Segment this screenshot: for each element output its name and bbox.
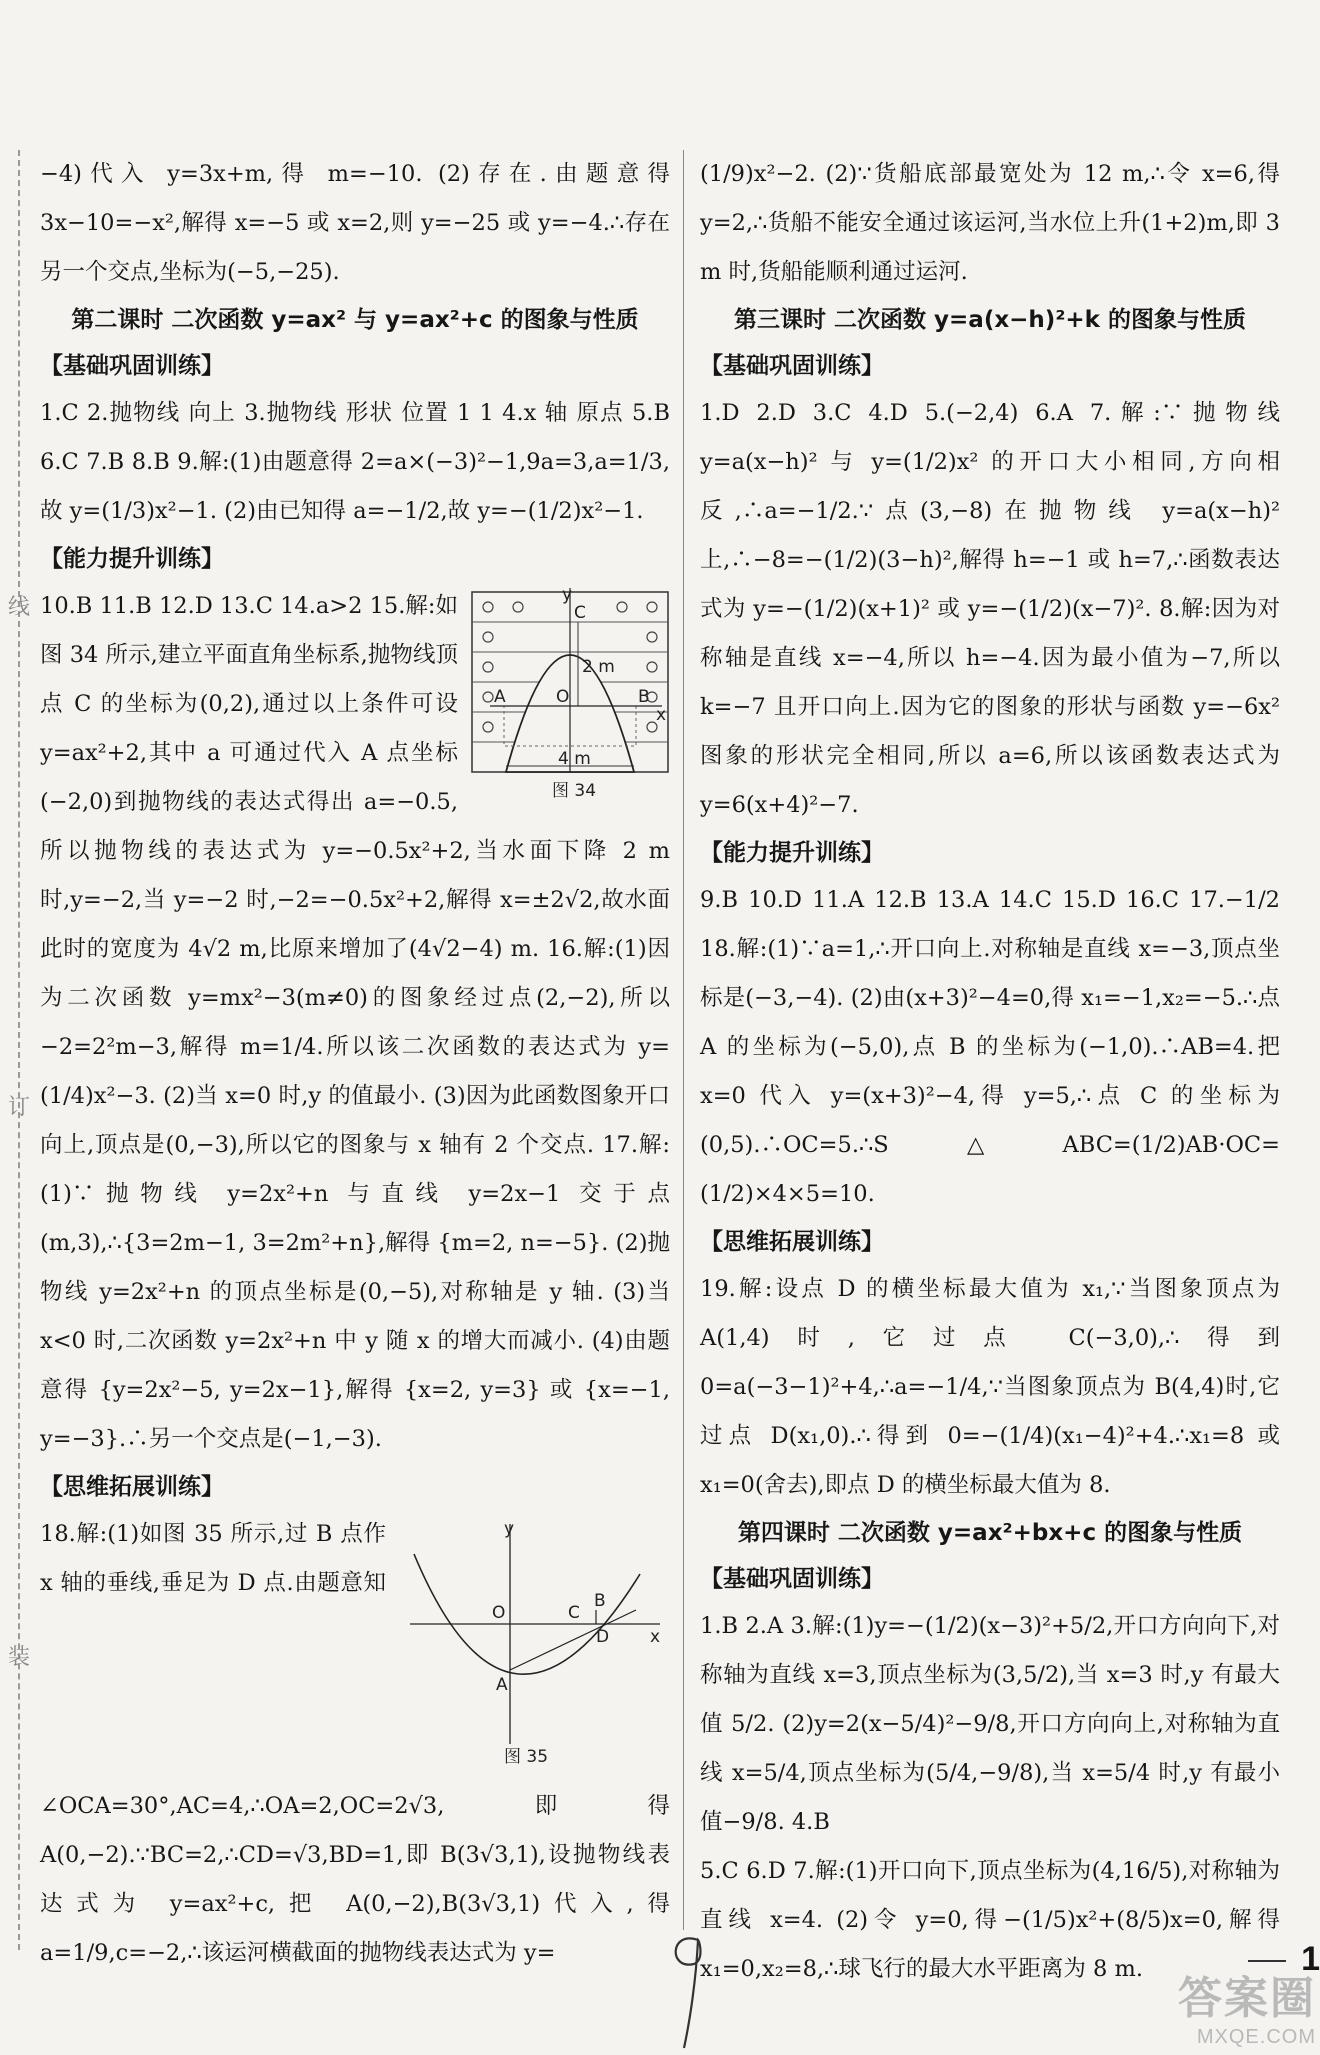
lesson-4-title: 第四课时 二次函数 y=ax²+bx+c 的图象与性质 (737, 1520, 1243, 1546)
right-column (700, 150, 1280, 1994)
fig34-label-o: O (556, 687, 570, 707)
fig34-label-2m: 2 m (582, 657, 615, 677)
lesson-2-title: 第二课时 二次函数 y=ax² 与 y=ax²+c 的图象与性质 (71, 307, 639, 333)
fig34-label-4m: 4 m (558, 749, 591, 769)
fig35-label-x: x (650, 1627, 661, 1647)
left-column (40, 150, 670, 1978)
right-paragraph-5: 1.B 2.A 3.解:(1)y=−(1/2)(x−3)²+5/2,开口方向向下,对称轴为直线 x=3,顶点坐标为(3,5/2),当 x=3 时,y 有最大值 5/2. (2)y=2(x−5/4)²−9/8,开口方向向上,对称轴为直线 x=5/4,顶点坐标为(5/4,−9/8),当 x=5/4 时,y 有最小值−9/8. 4.B (700, 1613, 1280, 1835)
figure-35-drawing (400, 1514, 670, 1774)
left-paragraph-3: 10.B 11.B 12.D 13.C 14.a>2 15.解:如图 34 所示,建立平面直角坐标系,抛物线顶点 C 的坐标为(0,2),通过以上条件可设 y=ax²+2,其中 a 可通过代入 A 点坐标(−2,0)到抛物线的表达式得出 a=−0.5,所以抛物线的表达式为 y=−0.5x²+2,当水面下降 2 m 时,y=−2,当 y=−2 时,−2=−0.5x²+2,解得 x=±2√2,故水面此时的宽度为 4√2 m,比原来增加了(4√2−4) m. 16.解:(1)因为二次函数 y=mx²−3(m≠0)的图象经过点(2,−2),所以−2=2²m−3,解得 m=1/4.所以该二次函数的表达式为 y=(1/4)x²−3. (2)当 x=0 时,y 的值最小. (3)因为此函数图象开口向上,顶点是(0,−3),所以它的图象与 x 轴有 2 个交点. 17.解:(1)∵抛物线 y=2x²+n 与直线 y=2x−1 交于点(m,3),∴{3=2m−1, 3=2m²+n},解得 {m=2, n=−5}. (2)抛物线 y=2x²+n 的顶点坐标是(0,−5),对称轴是 y 轴. (3)当 x<0 时,二次函数 y=2x²+n 中 y 随 x 的增大而减小. (4)由题意得 {y=2x²−5, y=2x−1},解得 {x=2, y=3} 或 {x=−1, y=−3}.∴另一个交点是(−1,−3). (40, 593, 670, 1452)
figure-34-drawing (470, 588, 670, 803)
fig35-label-y: y (504, 1519, 515, 1539)
margin-mark-3: 装 (8, 1645, 31, 1670)
left-paragraph-1: −4)代入 y=3x+m,得 m=−10. (2)存在.由题意得 3x−10=−x²,解得 x=−5 或 x=2,则 y=−25 或 y=−4.∴存在另一个交点,坐标为(−5,−25). (40, 161, 670, 285)
margin-mark-2: 订 (8, 1095, 31, 1120)
fig35-label-b: B (594, 1591, 606, 1611)
right-paragraph-1: (1/9)x²−2. (2)∵货船底部最宽处为 12 m,∴令 x=6,得 y=2,∴货船不能安全通过该运河,当水位上升(1+2)m,即 3 m 时,货船能顺利通过运河. (700, 161, 1280, 285)
column-divider (683, 150, 684, 1930)
right-paragraph-2: 1.D 2.D 3.C 4.D 5.(−2,4) 6.A 7.解:∵抛物线 y=a(x−h)² 与 y=(1/2)x² 的开口大小相同,方向相反,∴a=−1/2.∵点(3,−8)在抛物线 y=a(x−h)² 上,∴−8=−(1/2)(3−h)²,解得 h=−1 或 h=7,∴函数表达式为 y=−(1/2)(x+1)² 或 y=−(1/2)(x−7)². 8.解:因为对称轴是直线 x=−4,所以 h=−4.因为最小值为−7,所以 k=−7 且开口向上.因为它的图象的形状与函数 y=−6x² 图象的形状完全相同,所以 a=6,所以该函数表达式为 y=6(x+4)²−7. (700, 400, 1280, 818)
figure-35 (400, 1514, 670, 1778)
figure-34 (470, 588, 670, 807)
watermark (1178, 1962, 1316, 2049)
margin-mark-1: 线 (8, 595, 31, 620)
binding-dash-line (18, 150, 20, 1950)
fig35-caption: 图 35 (504, 1747, 549, 1767)
handwritten-scribble (660, 1930, 720, 2050)
ability-training-heading-2: 【能力提升训练】 (700, 840, 884, 866)
right-paragraph-6: 5.C 6.D 7.解:(1)开口向下,顶点坐标为(4,16/5),对称轴为直线 x=4. (2)令 y=0,得−(1/5)x²+(8/5)x=0,解得 x₁=0,x₂=8,∴球飞行的最大水平距离为 8 m. (700, 1858, 1280, 1982)
ability-training-heading: 【能力提升训练】 (40, 546, 224, 572)
lesson-3-title: 第三课时 二次函数 y=a(x−h)²+k 的图象与性质 (734, 307, 1246, 333)
right-paragraph-3: 9.B 10.D 11.A 12.B 13.A 14.C 15.D 16.C 17.−1/2 18.解:(1)∵a=1,∴开口向上.对称轴是直线 x=−3,顶点坐标是(−3,−4). (2)由(x+3)²−4=0,得 x₁=−1,x₂=−5.∴点 A 的坐标为(−5,0),点 B 的坐标为(−1,0).∴AB=4.把 x=0 代入 y=(x+3)²−4,得 y=5,∴点 C 的坐标为(0,5).∴OC=5.∴S△ABC=(1/2)AB·OC=(1/2)×4×5=10. (700, 887, 1280, 1207)
fig35-label-d: D (596, 1627, 610, 1647)
fig34-label-x: x (656, 705, 667, 725)
watermark-url: MXQE.COM (1196, 2026, 1316, 2048)
left-paragraph-4: 18.解:(1)如图 35 所示,过 B 点作 x 轴的垂线,垂足为 D 点.由题意知∠OCA=30°,AC=4,∴OA=2,OC=2√3,即得 A(0,−2).∵BC=2,∴CD=√3,BD=1,即 B(3√3,1),设抛物线表达式为 y=ax²+c,把 A(0,−2),B(3√3,1)代入,得 a=1/9,c=−2,∴该运河横截面的抛物线表达式为 y= (40, 1521, 670, 1966)
watermark-logo-text: 答案圈 (1178, 1974, 1316, 2023)
basic-training-heading: 【基础巩固训练】 (40, 353, 224, 379)
fig34-label-y: y (562, 588, 573, 605)
fig34-label-c: C (574, 603, 586, 623)
basic-training-heading-3: 【基础巩固训练】 (700, 1566, 884, 1592)
thinking-training-heading-2: 【思维拓展训练】 (700, 1229, 884, 1255)
fig34-label-b: B (638, 687, 650, 707)
basic-training-heading-2: 【基础巩固训练】 (700, 353, 884, 379)
left-paragraph-2: 1.C 2.抛物线 向上 3.抛物线 形状 位置 1 1 4.x 轴 原点 5.B 6.C 7.B 8.B 9.解:(1)由题意得 2=a×(−3)²−1,9a=3,a=1/3,故 y=(1/3)x²−1. (2)由已知得 a=−1/2,故 y=−(1/2)x²−1. (40, 400, 670, 524)
page-number: 1 (1301, 1940, 1320, 1978)
fig35-label-c: C (568, 1603, 580, 1623)
fig34-caption: 图 34 (552, 781, 597, 801)
fig35-label-a: A (496, 1675, 508, 1695)
fig35-label-o: O (492, 1603, 506, 1623)
thinking-training-heading: 【思维拓展训练】 (40, 1474, 224, 1500)
fig34-label-a: A (494, 687, 506, 707)
fig35-parabola (414, 1554, 640, 1674)
right-paragraph-4: 19.解:设点 D 的横坐标最大值为 x₁,∵当图象顶点为 A(1,4)时,它过点 C(−3,0),∴得到 0=a(−3−1)²+4,∴a=−1/4,∵当图象顶点为 B(4,4)时,它过点 D(x₁,0).∴得到 0=−(1/4)(x₁−4)²+4.∴x₁=8 或 x₁=0(舍去),即点 D 的横坐标最大值为 8. (700, 1276, 1280, 1498)
